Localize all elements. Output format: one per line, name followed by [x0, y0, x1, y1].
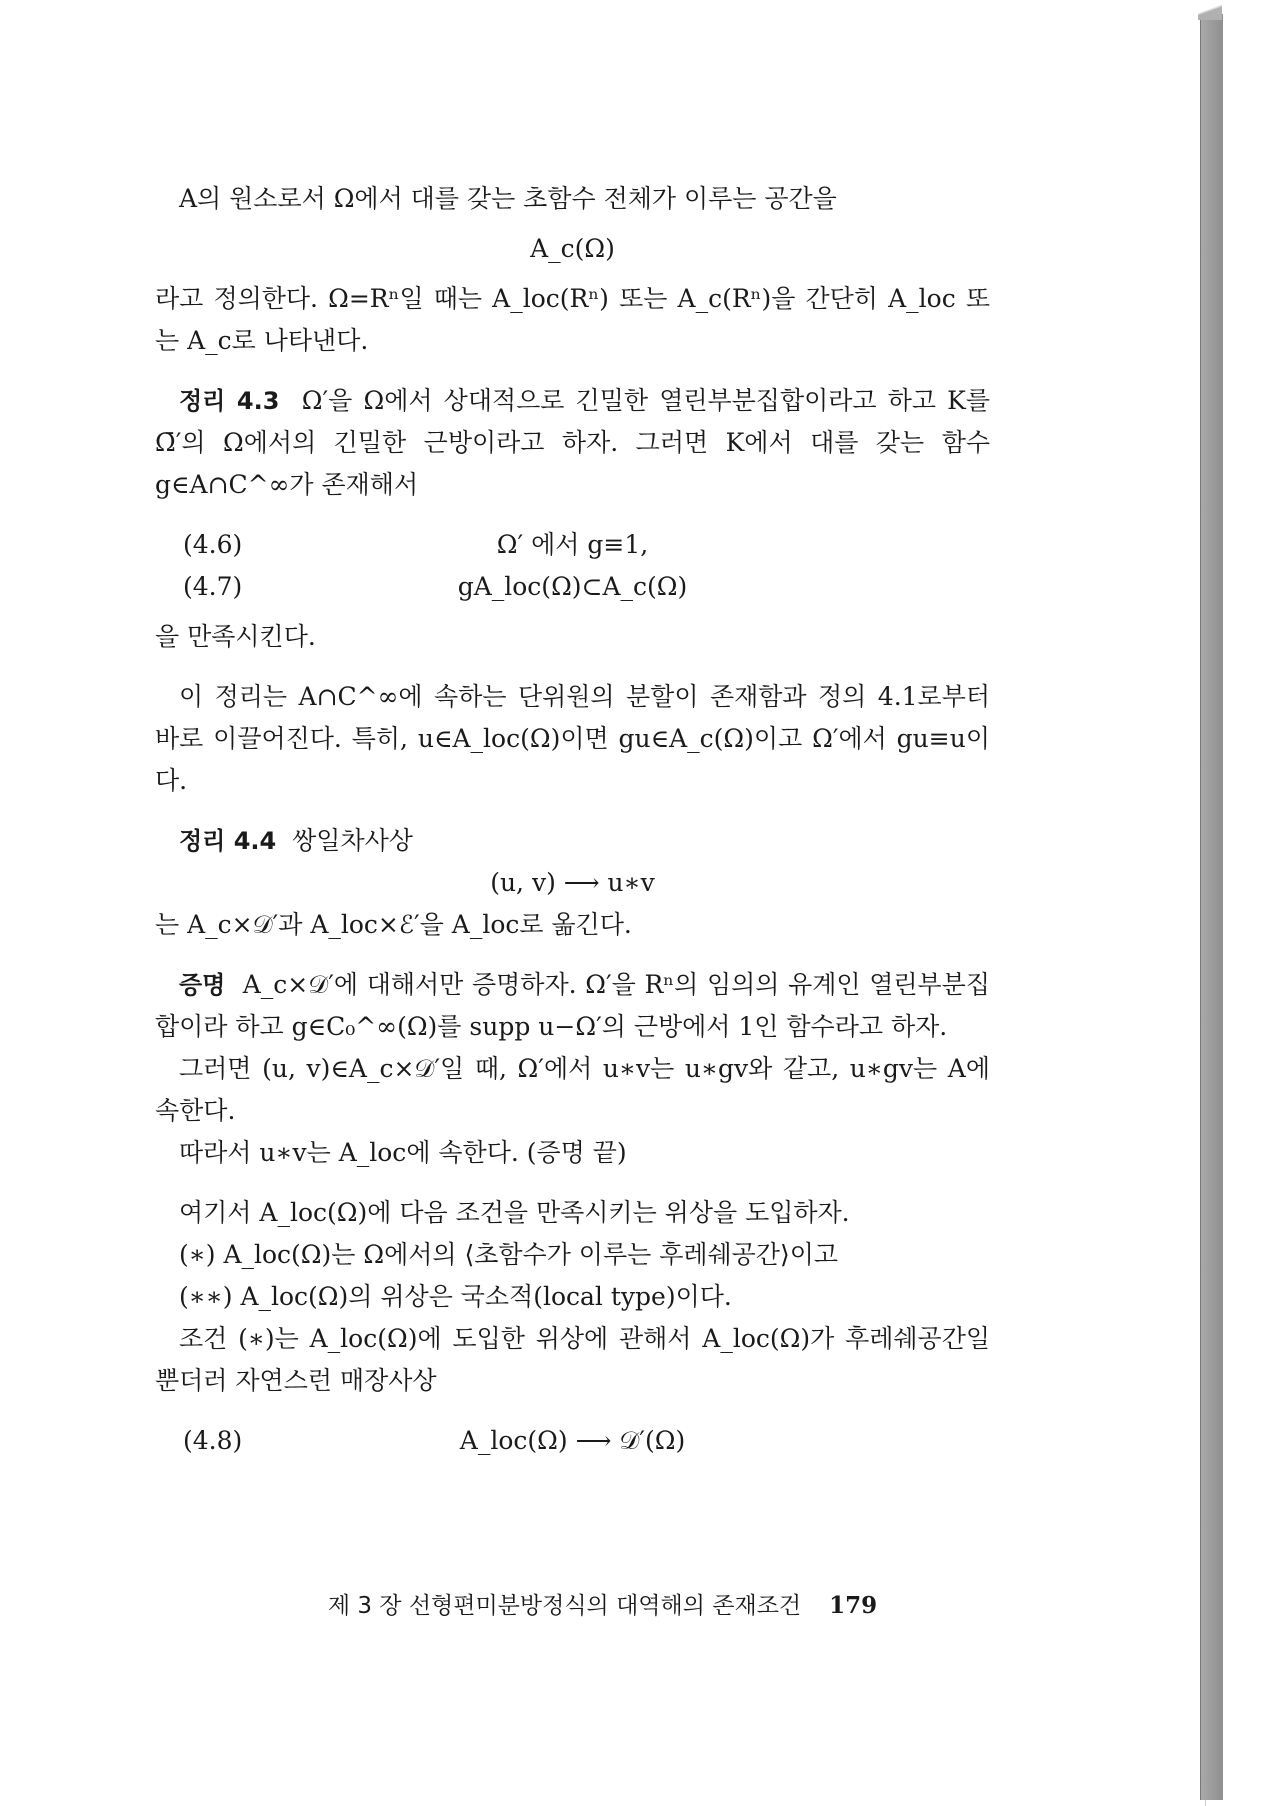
equation-body: Ω′ 에서 g≡1,: [496, 530, 649, 559]
page-edge-shadow: [1200, 14, 1223, 1800]
equation-ac: A_c(Ω): [530, 234, 615, 263]
equation-bilinear: (u, v) ⟶ u∗v: [490, 868, 655, 897]
page-footer: [0, 1587, 1205, 1620]
paragraph: A의 원소로서 Ω에서 대를 갖는 초함수 전체가 이루는 공간을: [179, 184, 837, 213]
paragraph: 을 만족시킨다.: [155, 622, 316, 651]
equation-4-8: [155, 1420, 990, 1462]
proof-heading: 증명: [179, 971, 226, 999]
theorem-body: Ω′을 Ω에서 상대적으로 긴밀한 열린부분집합이라고 하고 K를 Ω̄′의 Ω에서의 긴밀한 근방이라고 하자. 그러면 K에서 대를 갖는 함수 g∈A∩C^∞가 존재해서: [155, 386, 990, 499]
theorem-4-4: [155, 820, 990, 862]
paragraph: 는 A_c×𝒟′과 A_loc×ℰ′을 A_loc로 옮긴다.: [155, 910, 632, 939]
condition-2: (∗∗) A_loc(Ω)의 위상은 국소적(local type)이다.: [179, 1282, 732, 1311]
equation-body: A_loc(Ω) ⟶ 𝒟′(Ω): [459, 1426, 686, 1455]
page-content: [155, 178, 990, 1462]
equation-4-6: [155, 524, 990, 566]
equation-number: (4.7): [183, 572, 243, 601]
theorem-body: 쌍일차사상: [292, 826, 413, 855]
equation-4-7: [155, 566, 990, 608]
equation-number: (4.6): [183, 530, 243, 559]
proof: [155, 964, 990, 1048]
page-number: 179: [829, 1592, 878, 1619]
paragraph: 여기서 A_loc(Ω)에 다음 조건을 만족시키는 위상을 도입하자.: [179, 1198, 850, 1227]
page-curl: [1198, 0, 1222, 20]
theorem-heading: 정리 4.4: [179, 827, 277, 855]
equation-body: gA_loc(Ω)⊂A_c(Ω): [457, 572, 688, 601]
condition-1: (∗) A_loc(Ω)는 Ω에서의 ⟨초함수가 이루는 후레쉐공간⟩이고: [179, 1240, 839, 1269]
paragraph: 조건 (∗)는 A_loc(Ω)에 도입한 위상에 관해서 A_loc(Ω)가 후레쉐공간일뿐더러 자연스런 매장사상: [155, 1324, 990, 1395]
running-footer: 제 3 장 선형편미분방정식의 대역해의 존재조건: [327, 1593, 802, 1619]
paragraph: 라고 정의한다. Ω=Rⁿ일 때는 A_loc(Rⁿ) 또는 A_c(Rⁿ)을 간단히 A_loc 또는 A_c로 나타낸다.: [155, 284, 990, 355]
theorem-4-3: [155, 380, 990, 506]
equation-number: (4.8): [183, 1426, 243, 1455]
paragraph: 이 정리는 A∩C^∞에 속하는 단위원의 분할이 존재함과 정의 4.1로부터 바로 이끌어진다. 특히, u∈A_loc(Ω)이면 gu∈A_c(Ω)이고 Ω′에서 gu≡u이다.: [155, 682, 990, 795]
theorem-heading: 정리 4.3: [179, 387, 280, 415]
proof-body: A_c×𝒟′에 대해서만 증명하자. Ω′을 Rⁿ의 임의의 유계인 열린부분집합이라 하고 g∈C₀^∞(Ω)를 supp u−Ω′의 근방에서 1인 함수라고 하자.: [155, 970, 990, 1041]
paragraph: 따라서 u∗v는 A_loc에 속한다. (증명 끝): [179, 1138, 627, 1167]
paragraph: 그러면 (u, v)∈A_c×𝒟′일 때, Ω′에서 u∗v는 u∗gv와 같고, u∗gv는 A에 속한다.: [155, 1054, 990, 1125]
